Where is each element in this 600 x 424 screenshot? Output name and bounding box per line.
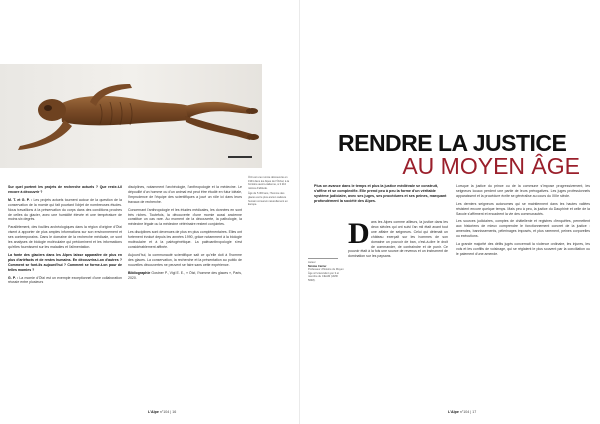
right-page	[300, 0, 600, 424]
headline-line-2: AU MOYEN ÂGE	[402, 153, 580, 179]
caption-paragraph: Âgé de 5 300 ans, l'homme des glaces est le plus ancien cadavre humain conservé naturellement en Europe.	[248, 192, 288, 207]
bibliography: Bibliographie Gostner P., Vigl E. E., « Ötzi, l'homme des glaces », Paris, 2020.	[128, 270, 242, 280]
paragraph: G. P. : La momie d'Ötzi est un exemple exceptionnel d'une collaboration réussie entre plusieurs	[8, 275, 122, 285]
article-lede: Plus on avance dans le temps et plus la justice médiévale se construit, s'affine et se complexifie. Elle prend peu à peu la forme d'un véritable système judiciaire, avec ses juges, ses procédures et ses peines, marquant profondément la société des Alpes.	[314, 184, 447, 203]
article-headline	[338, 132, 588, 178]
paragraph: Les disciplines sont devenues de plus en plus complémentaires. Elles ont fortement évolué depuis les années 1990, grâce notamment à la biologie moléculaire et à la paléogénétique. La paléoanthropologie s'est considérablement affinée.	[128, 230, 243, 249]
paragraph: Parallèlement, des fouilles archéologiques dans la région d'origine d'Ötzi visent à apporter de plus amples informations sur son environnement et ses contemporains. Dans le domaine de la recherche médicale, ce sont les analyses de biologie moléculaire qui prédominent et les informations qu'elles fournissent sur les maladies et l'alimentation.	[8, 225, 122, 249]
byline-rule	[308, 258, 338, 259]
article-column-2	[456, 184, 590, 260]
paragraph: Lorsque la justice du prince ou de la commune s'impose progressivement, les seigneurs locaux perdent une partie de leurs prérogatives. Les juges professionnels apparaissent et la procédure écrite se généralise au cours du XIIIe siècle.	[456, 184, 590, 198]
paragraph: disciplines, notamment l'archéologie, l'anthropologie et la médecine. Le dépouillé d'un homme ou d'un animal est peut être étudié en futur idéale, l'imprudence de l'équipe des scientifiques a joué un rôle ici dans leurs travaux de recherche.	[128, 185, 242, 204]
byline-author: Nicolas Carrier	[308, 264, 327, 268]
page-folio-left: L'Alpe n°104 | 16	[148, 410, 177, 414]
caption-paragraph: Ötzi est une momie découverte en 1991 dans les Alpes de l'Ötztal, à la frontière austro-italienne, à 3 210 mètres d'altitude.	[248, 176, 290, 190]
interview-column-2	[128, 185, 242, 283]
page-folio-right: L'Alpe n°104 | 17	[448, 410, 477, 414]
paragraph: Les sources judiciaires, comptes de châtellenie et registres d'enquêtes, permettent aux historiens de mieux comprendre le fonctionnement concret de la justice : amendes, bannissements, pèlerinages imposés, et plus rarement, peines corporelles ou exécutions.	[456, 219, 590, 239]
byline-label: Auteur	[308, 261, 316, 264]
interview-column-1	[8, 185, 122, 288]
paragraph: M. T. et G. P. : Les projets actuels tournent autour de la question de la conservation de la momie qui fait pourtant l'objet de nombreuses études. Nous travaillons à la préservation du corps dans des conditions proches de celles du glacier, avec une humidité élevée et une température de moins six degrés.	[8, 197, 122, 222]
article-column-1	[348, 217, 448, 259]
paragraph: Aujourd'hui, la communauté scientifique sait ce qu'elle doit à l'homme des glaces. La conservation, la recherche et la présentation au public de nouvelles découvertes ne peuvent se faire sans cette expérience.	[128, 252, 242, 267]
paragraph: Sur quel portent les projets de recherche actuels ? Que reste-t-il encore à découvrir ?	[8, 185, 122, 194]
mummy-illustration	[0, 64, 262, 168]
paragraph: Concernant l'anthropologie et les études médicales, les données en sont très riches. Toutefois, la découverte d'une momie aussi ancienne constitue un cas rare. Au moment de la découverte, la pathologie, la médecine légale ou la médecine vétérinaire restent conjointes.	[128, 207, 242, 227]
article-paragraph: ans les Alpes comme ailleurs, la justice dans les deux siècles qui ont suivi l'an mil était avant tout une affaire de seigneurs. Celui qui détenait un château exerçait sur les hommes de son domaine un pouvoir de ban, c'est-à-dire le droit de commander, de contraindre et de punir. Ce pouvoir était à la fois une source de revenus et un instrument de domination sur les paysans.	[348, 220, 448, 259]
drop-cap: D	[348, 217, 370, 250]
headline-line-1: RENDRE LA JUSTICE	[338, 130, 567, 156]
mummy-photo	[0, 64, 262, 168]
byline-bio: Professeur d'histoire du Moyen Âge à l'université Lyon 3 et membre du CIHAM (UMR 5648).	[308, 268, 344, 282]
paragraph: La grande majorité des délits jugés concernait la violence ordinaire, les injures, les vols et les conflits de voisinage, qui se réglaient le plus souvent par la conciliation ou le paiement d'une amende.	[456, 242, 590, 256]
paragraph: Les derniers seigneurs autonomes qui se maintiennent dans les hautes vallées résistent encore quelque temps. Mais peu à peu, la justice du Dauphiné et celle de la Savoie s'affirment et encadrent la vie des communautés.	[456, 201, 590, 216]
paragraph: La fonte des glaciers dans les Alpes laisse apparaître de plus en plus d'artéfacts et de restes humains. En découvrira-t-on d'autres ? Comment se font-ils aujourd'hui ? Comment se forme-t-on pour de telles momies ?	[8, 252, 123, 272]
author-byline	[308, 258, 344, 283]
photo-caption	[248, 176, 290, 209]
